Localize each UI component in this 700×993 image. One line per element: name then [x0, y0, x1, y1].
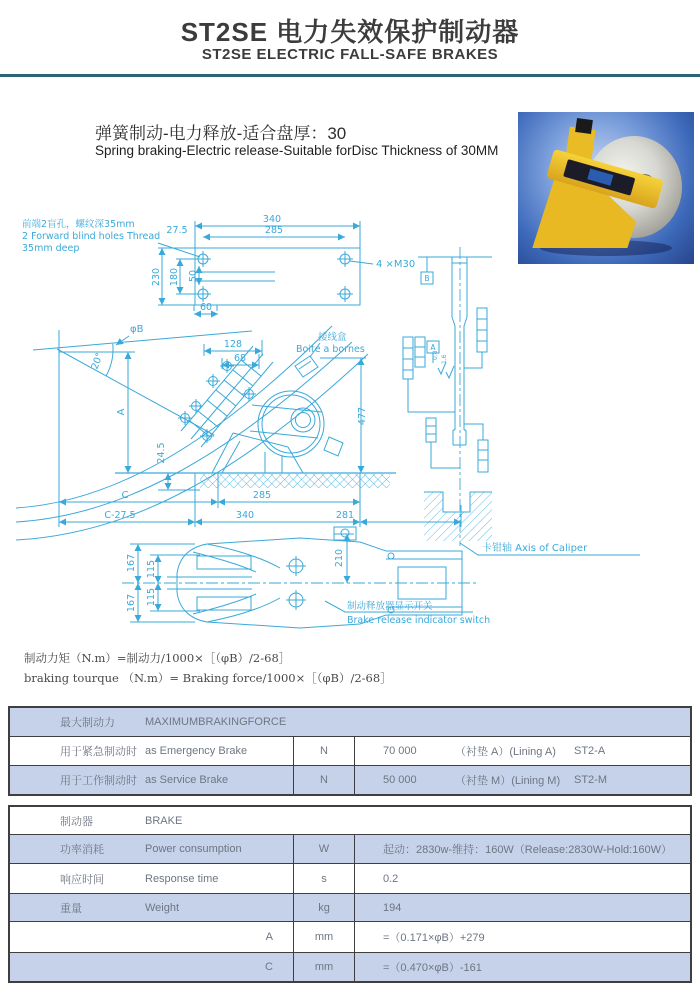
- row-label-en: as Emergency Brake: [145, 745, 248, 757]
- dim-167-upper: 167: [126, 553, 137, 573]
- table-row-dim-a: [10, 921, 690, 952]
- row-label-zh: 用于紧急制动时: [60, 746, 137, 758]
- row-label-en: Weight: [145, 901, 180, 914]
- row-label-en: Power consumption: [145, 843, 242, 855]
- row-label-zh: 功率消耗: [60, 844, 104, 856]
- dim-50: 50: [188, 269, 199, 283]
- mounting-holes: [195, 251, 353, 302]
- base-plate-top-view: [22, 214, 415, 314]
- dim-C: C: [121, 490, 129, 501]
- label-4xM30: 4 ×M30: [376, 259, 416, 270]
- row-label-C: C: [265, 961, 273, 973]
- dim-115-upper: 115: [146, 559, 157, 579]
- dim-210: 210: [334, 548, 345, 568]
- row-label-zh: 用于工作制动时: [60, 775, 137, 787]
- table-row-weight: [10, 893, 690, 921]
- unit-cell: mm: [293, 953, 355, 981]
- note-blind-holes-en1: 2 Forward blind holes Thread: [22, 231, 161, 242]
- brake-side-view: [16, 324, 461, 540]
- dim-285-bottom: 285: [252, 490, 272, 501]
- dim-27-5: 27.5: [166, 225, 188, 236]
- unit-cell: N: [293, 737, 355, 765]
- section-heading-zh: 弹簧制动-电力释放-适合盘厚：30: [95, 124, 347, 143]
- page-title: ST2SE 电力失效保护制动器: [180, 17, 520, 47]
- value-cell: 70 000: [383, 745, 417, 757]
- torque-formula-en: braking tourque （N.m）= Braking force/1000×［（φB）/2-68］: [24, 671, 392, 685]
- unit-cell: W: [293, 835, 355, 863]
- label-axis-of-caliper: 卡钳轴 Axis of Caliper: [482, 543, 588, 554]
- foundation-hatch: [424, 492, 492, 541]
- dim-C-27-5: C-27.5: [104, 510, 136, 521]
- roughness-1-6: 1.6: [441, 354, 448, 364]
- lining-cell: （衬垫 A）(Lining A): [455, 746, 556, 758]
- dim-24-5: 24.5: [156, 442, 167, 464]
- header-en: MAXIMUMBRAKINGFORCE: [145, 716, 287, 728]
- caliper-top-view: [122, 527, 490, 628]
- brake-spec-table: [8, 805, 692, 983]
- value-cell: =（0.470×φB）-161: [383, 962, 482, 974]
- page-title-en: ST2SE ELECTRIC FALL-SAFE BRAKES: [201, 46, 499, 63]
- unit-cell: kg: [293, 894, 355, 921]
- value-cell: =（0.171×φB）+279: [383, 932, 485, 944]
- header-en: BRAKE: [145, 814, 183, 827]
- dim-281: 281: [335, 510, 355, 521]
- value-cell: 194: [383, 901, 402, 914]
- tolerance-frames: [403, 308, 488, 472]
- dim-285-top: 285: [264, 225, 284, 236]
- row-label-en: Response time: [145, 872, 219, 885]
- note-blind-holes-en2: 35mm deep: [22, 243, 80, 254]
- table-row-service-brake: [10, 765, 690, 794]
- max-braking-force-table: [8, 706, 692, 796]
- table-row-power-consumption: [10, 834, 690, 863]
- datum-a: A: [430, 343, 436, 352]
- dim-68: 68: [233, 353, 247, 364]
- row-label-en: as Service Brake: [145, 774, 229, 786]
- table-header-row: [10, 807, 690, 834]
- junction-box: [295, 356, 318, 377]
- roughness-0-8: 0.8: [432, 350, 439, 360]
- dim-230: 230: [151, 267, 162, 287]
- dim-167-lower: 167: [126, 593, 137, 613]
- table-row-response-time: [10, 863, 690, 893]
- dim-340-bottom: 340: [235, 510, 255, 521]
- value-cell: 0.2: [383, 872, 399, 885]
- dim-A: A: [116, 408, 127, 416]
- unit-cell: mm: [293, 922, 355, 952]
- dim-340-top: 340: [262, 214, 282, 225]
- dim-477: 477: [357, 406, 368, 426]
- label-indicator-switch-zh: 制动释放器显示开关: [347, 601, 433, 612]
- model-cell: ST2-M: [574, 774, 607, 786]
- header-zh: 制动器: [60, 815, 93, 828]
- dim-115-lower: 115: [146, 587, 157, 607]
- value-cell: 50 000: [383, 774, 417, 786]
- table-row-emergency-brake: [10, 736, 690, 765]
- note-blind-holes-zh: 前端2盲孔，螺纹深35mm: [22, 219, 135, 230]
- label-junction-box-zh: 接线盒: [318, 332, 347, 343]
- model-cell: ST2-A: [574, 745, 606, 757]
- dim-128: 128: [223, 339, 243, 350]
- lining-cell: （衬垫 M）(Lining M): [455, 775, 561, 787]
- row-label-zh: 响应时间: [60, 873, 104, 886]
- dim-60: 60: [199, 302, 213, 313]
- section-heading-en: Spring braking-Electric release-Suitable forDisc Thickness of 30MM: [95, 143, 499, 158]
- table-row-dim-c: [10, 952, 690, 981]
- dim-180: 180: [169, 267, 180, 287]
- unit-cell: s: [293, 864, 355, 893]
- label-phi-b: φB: [130, 324, 144, 335]
- datum-b: B: [424, 274, 430, 283]
- header-zh: 最大制动力: [60, 717, 115, 729]
- value-cell: 起动：2830w-维持：160W（Release:2830W-Hold:160W）: [383, 844, 672, 856]
- unit-cell: N: [293, 766, 355, 794]
- dim-angle-20: 20°: [89, 351, 106, 371]
- row-label-A: A: [265, 931, 273, 943]
- table-header-row: [10, 708, 690, 736]
- label-indicator-switch-en: Brake release indicator switch: [347, 615, 491, 626]
- torque-formula-zh: 制动力矩（N.m）=制动力/1000×［（φB）/2-68］: [24, 651, 291, 665]
- caliper-axis-section: [403, 247, 640, 555]
- row-label-zh: 重量: [60, 902, 82, 915]
- label-junction-box-fr: Boite a bornes: [296, 344, 365, 355]
